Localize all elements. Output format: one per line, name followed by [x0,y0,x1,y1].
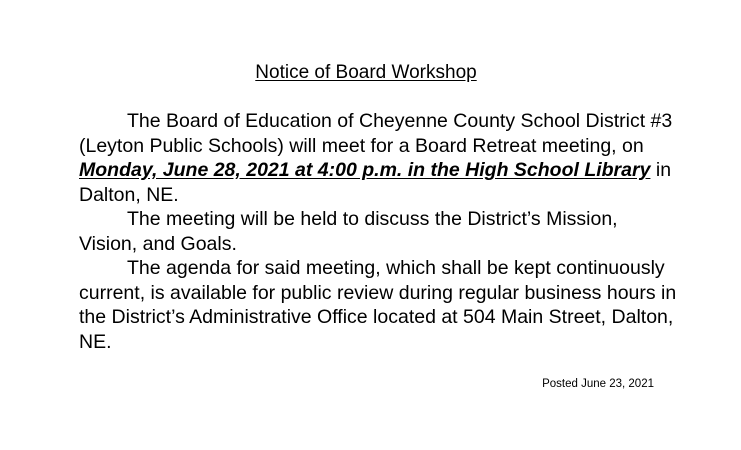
paragraph-1-intro: The Board of Education of Cheyenne County School District #3 (Leyton Public Schools) will meet for a Board Retreat meeting, on [79,110,673,157]
notice-body [79,109,679,354]
paragraph-1-outro: in Dalton, NE. [79,159,672,206]
notice-title: Notice of Board Workshop [255,62,477,83]
posted-date: Posted June 23, 2021 [542,378,654,390]
meeting-date-location: Monday, June 28, 2021 at 4:00 p.m. in the High School Library [79,159,651,181]
paragraph-agenda: The agenda for said meeting, which shall be kept continuously current, is available for public review during regular business hours in the District’s Administrative Office located at 504 Main Street, Dalton, NE. [79,257,677,353]
paragraph-purpose: The meeting will be held to discuss the District’s Mission, Vision, and Goals. [79,208,618,255]
notice-title-container [0,61,732,85]
paragraph-meeting-details [79,109,679,207]
